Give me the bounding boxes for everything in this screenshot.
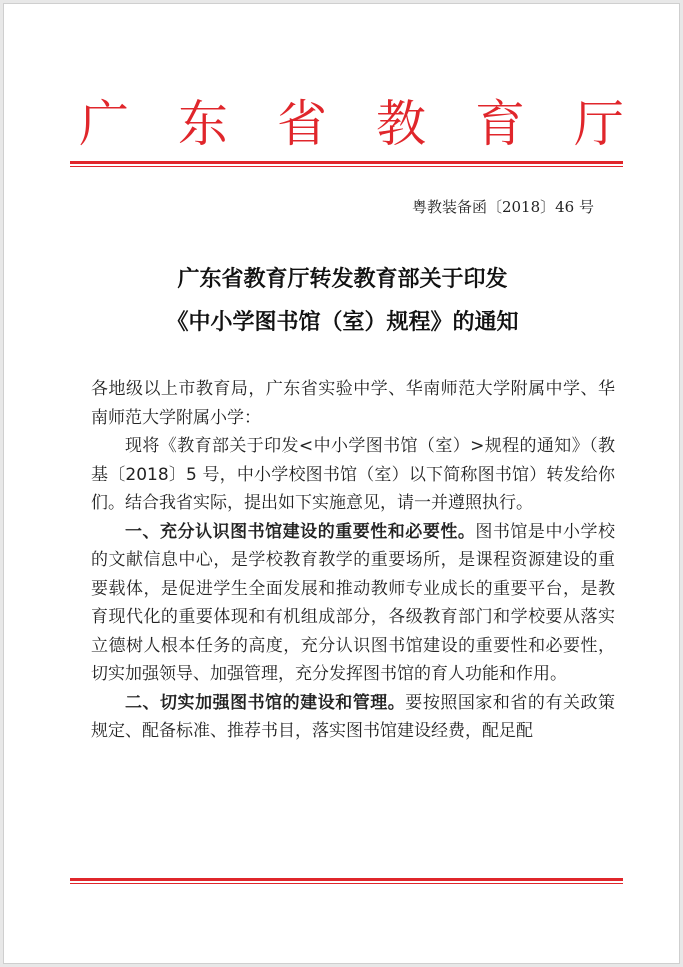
- document-title-line-1: 广东省教育厅转发教育部关于印发: [177, 267, 508, 292]
- section-2-text: 要按照国家和省的有关政策规定、配备标准、推荐书目，落实图书馆建设经费，配足配: [91, 692, 616, 741]
- section-1-paragraph: [91, 518, 615, 689]
- document-body: [91, 375, 615, 746]
- header-char: 广: [79, 95, 129, 153]
- header-char: 厅: [574, 95, 624, 153]
- header-char: 省: [277, 95, 327, 153]
- document-number: 粤教装备函〔2018〕46 号: [411, 198, 594, 216]
- section-2-heading: 二、切实加强图书馆的建设和管理。: [125, 692, 406, 713]
- section-1-heading: 一、充分认识图书馆建设的重要性和必要性。: [125, 521, 476, 542]
- header-red-rule-thick: [70, 161, 623, 164]
- addressee: 各地级以上市教育局，广东省实验中学、华南师范大学附属中学、华南师范大学附属小学：: [91, 379, 615, 428]
- document-title-line-2: 《中小学图书馆（室）规程》的通知: [166, 310, 519, 335]
- header-char: 东: [178, 95, 228, 153]
- footer-red-rule-thin: [70, 883, 623, 884]
- header-char: 教: [376, 95, 426, 153]
- intro-paragraph: 现将《教育部关于印发<中小学图书馆（室）>规程的通知》（教基〔2018〕5 号，中小学校图书馆（室）以下简称图书馆）转发给你们。结合我省实际，提出如下实施意见，请一并遵照执行。: [91, 436, 615, 513]
- header-char: 育: [475, 95, 525, 153]
- section-2-paragraph: [91, 689, 615, 746]
- header-red-rule-thin: [70, 166, 623, 167]
- footer-red-rule-thick: [70, 878, 623, 881]
- section-1-text: 图书馆是中小学校的文献信息中心，是学校教育教学的重要场所，是课程资源建设的重要载体，是促进学生全面发展和推动教师专业成长的重要平台，是教育现代化的重要体现和有机组成部分，各级教育部门和学校要从落实立德树人根本任务的高度，充分认识图书馆建设的重要性和必要性，切实加强领导、加强管理，充分发挥图书馆的育人功能和作用。: [91, 521, 616, 684]
- document-page: [3, 3, 680, 964]
- issuing-authority-header: [79, 96, 624, 152]
